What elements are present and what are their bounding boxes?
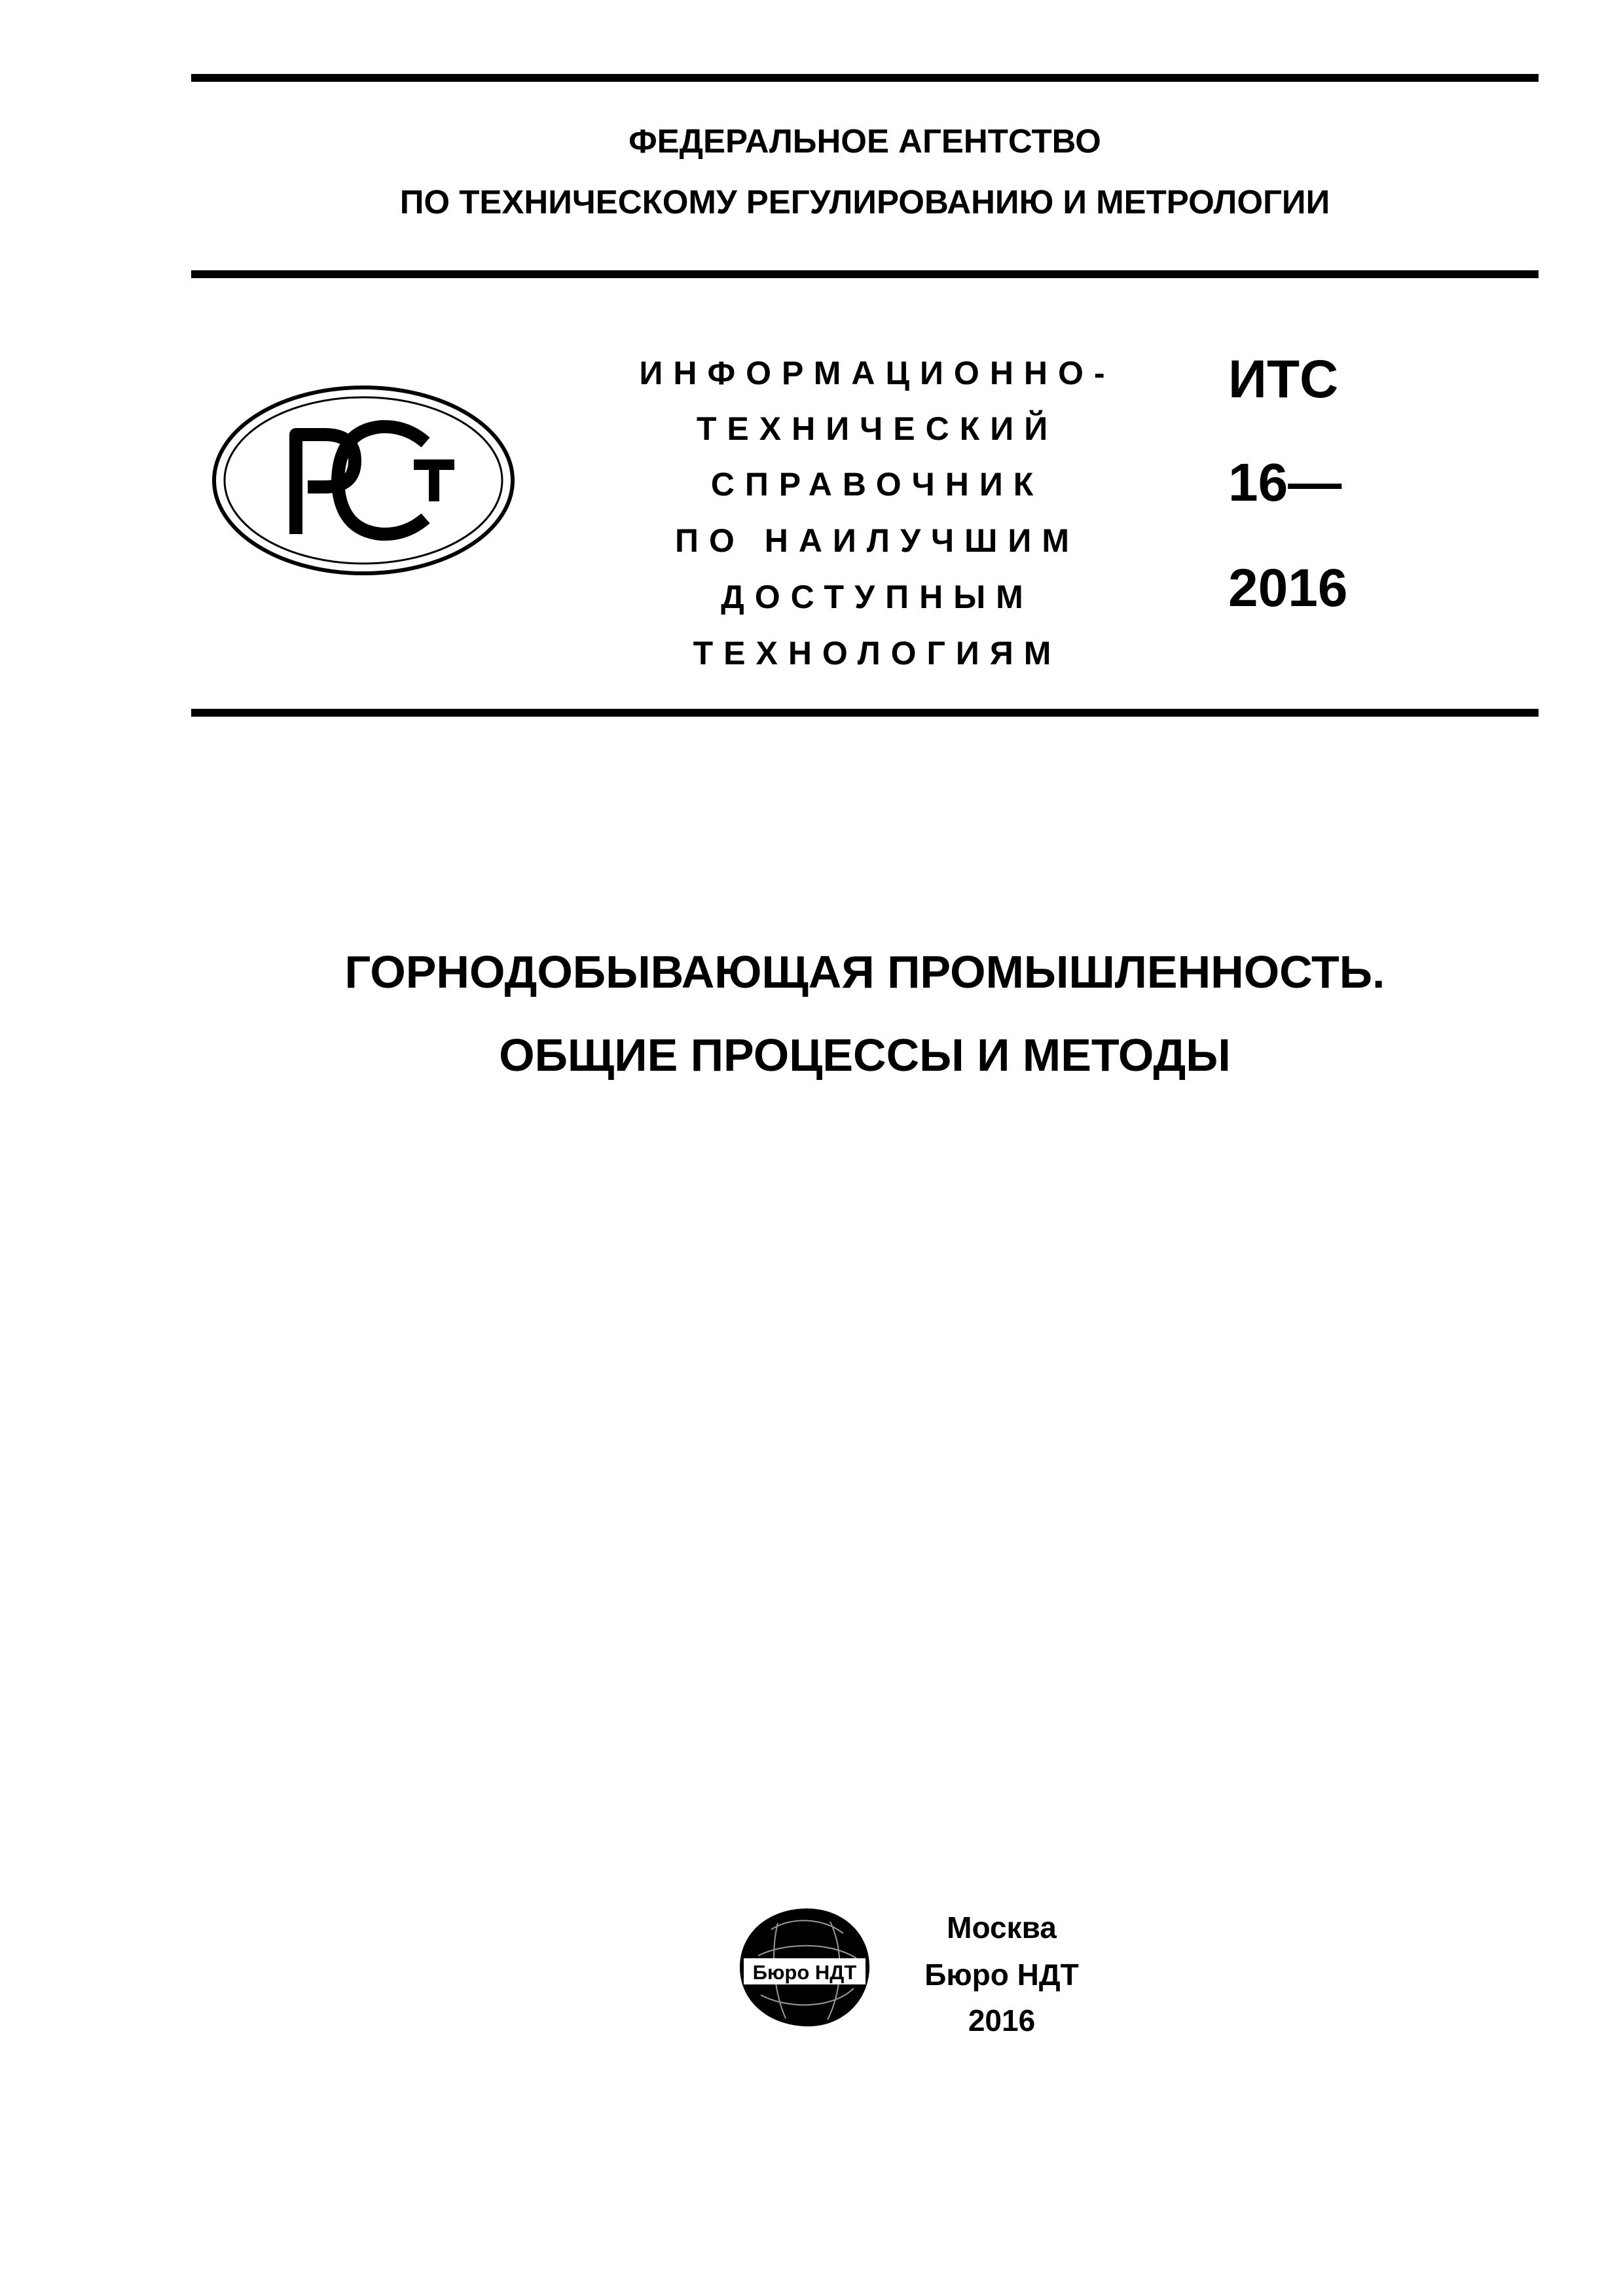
imprint-year: 2016 <box>968 2003 1036 2037</box>
designation-number: 16— <box>1228 453 1342 512</box>
designation-series: ИТС <box>1228 350 1339 409</box>
doc-type-line: ПО НАИЛУЧШИМ <box>674 522 1080 559</box>
byuro-ndt-logo-icon <box>732 1903 876 2032</box>
doc-type-line: ТЕХНОЛОГИЯМ <box>693 635 1062 672</box>
document-title-line-2: ОБЩИЕ ПРОЦЕССЫ И МЕТОДЫ <box>499 1030 1231 1081</box>
header-rule <box>191 270 1539 278</box>
designation-year: 2016 <box>1228 558 1348 618</box>
imprint-city: Москва <box>947 1910 1057 1945</box>
gost-r-logo-icon <box>210 382 517 579</box>
document-title-line-1: ГОРНОДОБЫВАЮЩАЯ ПРОМЫШЛЕННОСТЬ. <box>344 946 1385 997</box>
doc-type-line: ТЕХНИЧЕСКИЙ <box>696 410 1059 447</box>
doc-type-line: СПРАВОЧНИК <box>710 466 1044 503</box>
ndt-logo-text: Бюро НДТ <box>752 1961 857 1984</box>
doc-type-line: ИНФОРМАЦИОННО- <box>639 355 1116 391</box>
imprint-publisher: Бюро НДТ <box>924 1958 1079 1992</box>
divider-rule <box>191 709 1539 717</box>
agency-name-line-1: ФЕДЕРАЛЬНОЕ АГЕНТСТВО <box>629 122 1101 160</box>
doc-type-line: ДОСТУПНЫМ <box>721 579 1034 615</box>
agency-name-line-2: ПО ТЕХНИЧЕСКОМУ РЕГУЛИРОВАНИЮ И МЕТРОЛОГИИ <box>399 183 1330 221</box>
top-rule <box>191 74 1539 82</box>
